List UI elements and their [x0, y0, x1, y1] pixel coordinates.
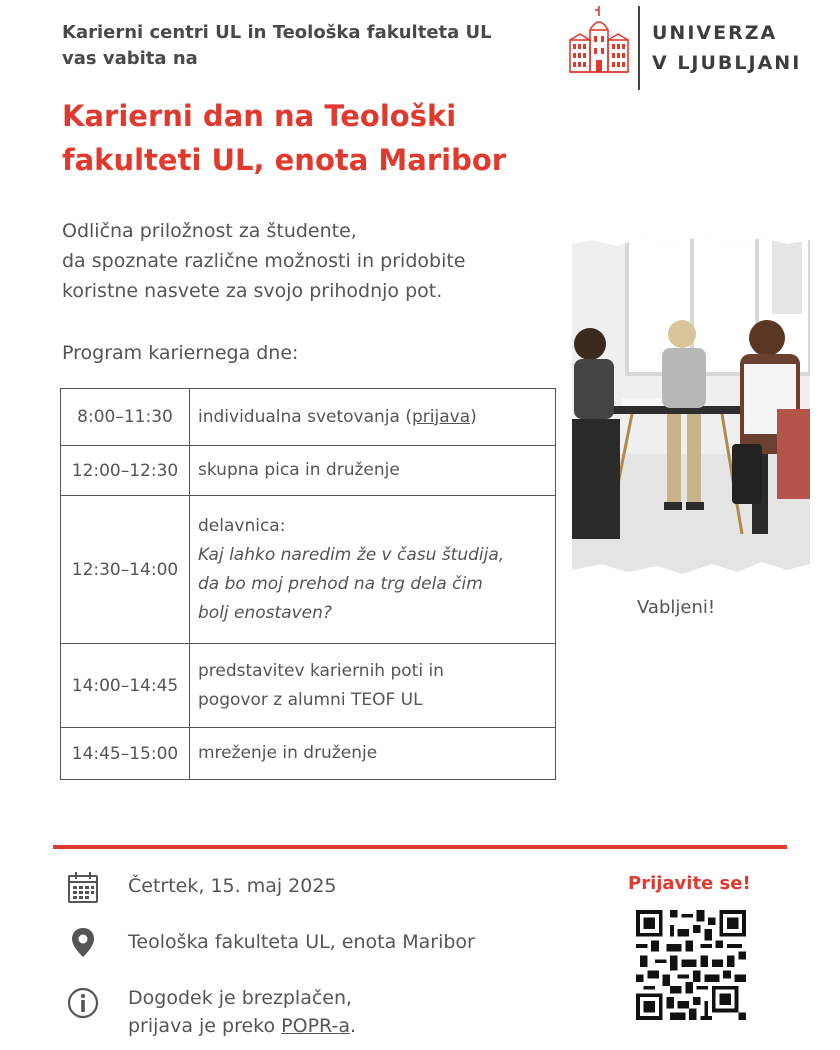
event-date: Četrtek, 15. maj 2025 [128, 875, 337, 897]
info-icon [66, 986, 100, 1020]
activity-text-end: ) [470, 406, 477, 427]
event-title-line-1: Karierni dan na Teološki [62, 99, 457, 133]
time-cell: 14:45–15:00 [61, 728, 190, 780]
table-row [61, 389, 556, 446]
activity-cell [190, 644, 556, 728]
table-row [61, 446, 556, 496]
signup-link[interactable]: prijava [411, 406, 471, 427]
program-heading: Program kariernega dne: [62, 342, 299, 364]
intro-text [62, 20, 562, 72]
table-row [61, 644, 556, 728]
lead-text [62, 216, 582, 306]
signup-cta: Prijavite se! [628, 873, 751, 894]
info-line-1: Dogodek je brezplačen, [128, 987, 353, 1009]
logo-line-1: UNIVERZA [652, 22, 778, 44]
workshop-title-line-2: da bo moj prehod na trg dela čim [198, 573, 483, 594]
lead-line-1: Odlična priložnost za študente, [62, 220, 357, 242]
event-title-line-2: fakulteti UL, enota Maribor [62, 143, 507, 177]
workshop-title-line-3: bolj enostaven? [198, 602, 332, 623]
qr-code[interactable] [636, 910, 746, 1020]
activity-text: individualna svetovanja ( [198, 406, 412, 427]
activity-line-1: predstavitev kariernih poti in [198, 660, 444, 681]
activity-cell: skupna pica in druženje [190, 446, 556, 496]
event-location: Teološka fakulteta UL, enota Maribor [128, 931, 475, 953]
lead-line-3: koristne nasvete za svojo prihodnjo pot. [62, 280, 443, 302]
table-row [61, 496, 556, 644]
activity-cell: mreženje in druženje [190, 728, 556, 780]
lead-line-2: da spoznate različne možnosti in pridobite [62, 250, 466, 272]
event-info [128, 984, 356, 1040]
welcome-text: Vabljeni! [637, 597, 716, 618]
activity-cell [190, 389, 556, 446]
info-line-2-end: . [349, 1015, 357, 1037]
info-line-2 [128, 1012, 356, 1040]
schedule-table [60, 388, 556, 780]
intro-line-1: Karierni centri UL in Teološka fakulteta UL [62, 22, 492, 43]
logo-line-2: V LJUBLJANI [652, 52, 802, 74]
popr-link[interactable]: POPR-a [281, 1015, 350, 1037]
time-cell: 8:00–11:30 [61, 389, 190, 446]
activity-line-2: pogovor z alumni TEOF UL [198, 689, 423, 710]
location-pin-icon [66, 926, 100, 960]
university-building-icon [568, 6, 630, 74]
info-line-2-text: prijava je preko [128, 1015, 282, 1037]
footer-divider [53, 845, 787, 849]
time-cell: 14:00–14:45 [61, 644, 190, 728]
logo-divider [638, 6, 640, 90]
time-cell: 12:30–14:00 [61, 496, 190, 644]
university-logo-text [652, 18, 801, 78]
intro-line-2: vas vabita na [62, 48, 198, 69]
calendar-icon [66, 870, 100, 904]
workshop-title-line-1: Kaj lahko naredim že v času študija, [198, 544, 505, 565]
time-cell: 12:00–12:30 [61, 446, 190, 496]
students-photo [572, 214, 810, 584]
activity-cell [190, 496, 556, 644]
event-title [62, 94, 582, 182]
workshop-label: delavnica: [198, 515, 286, 536]
table-row [61, 728, 556, 780]
